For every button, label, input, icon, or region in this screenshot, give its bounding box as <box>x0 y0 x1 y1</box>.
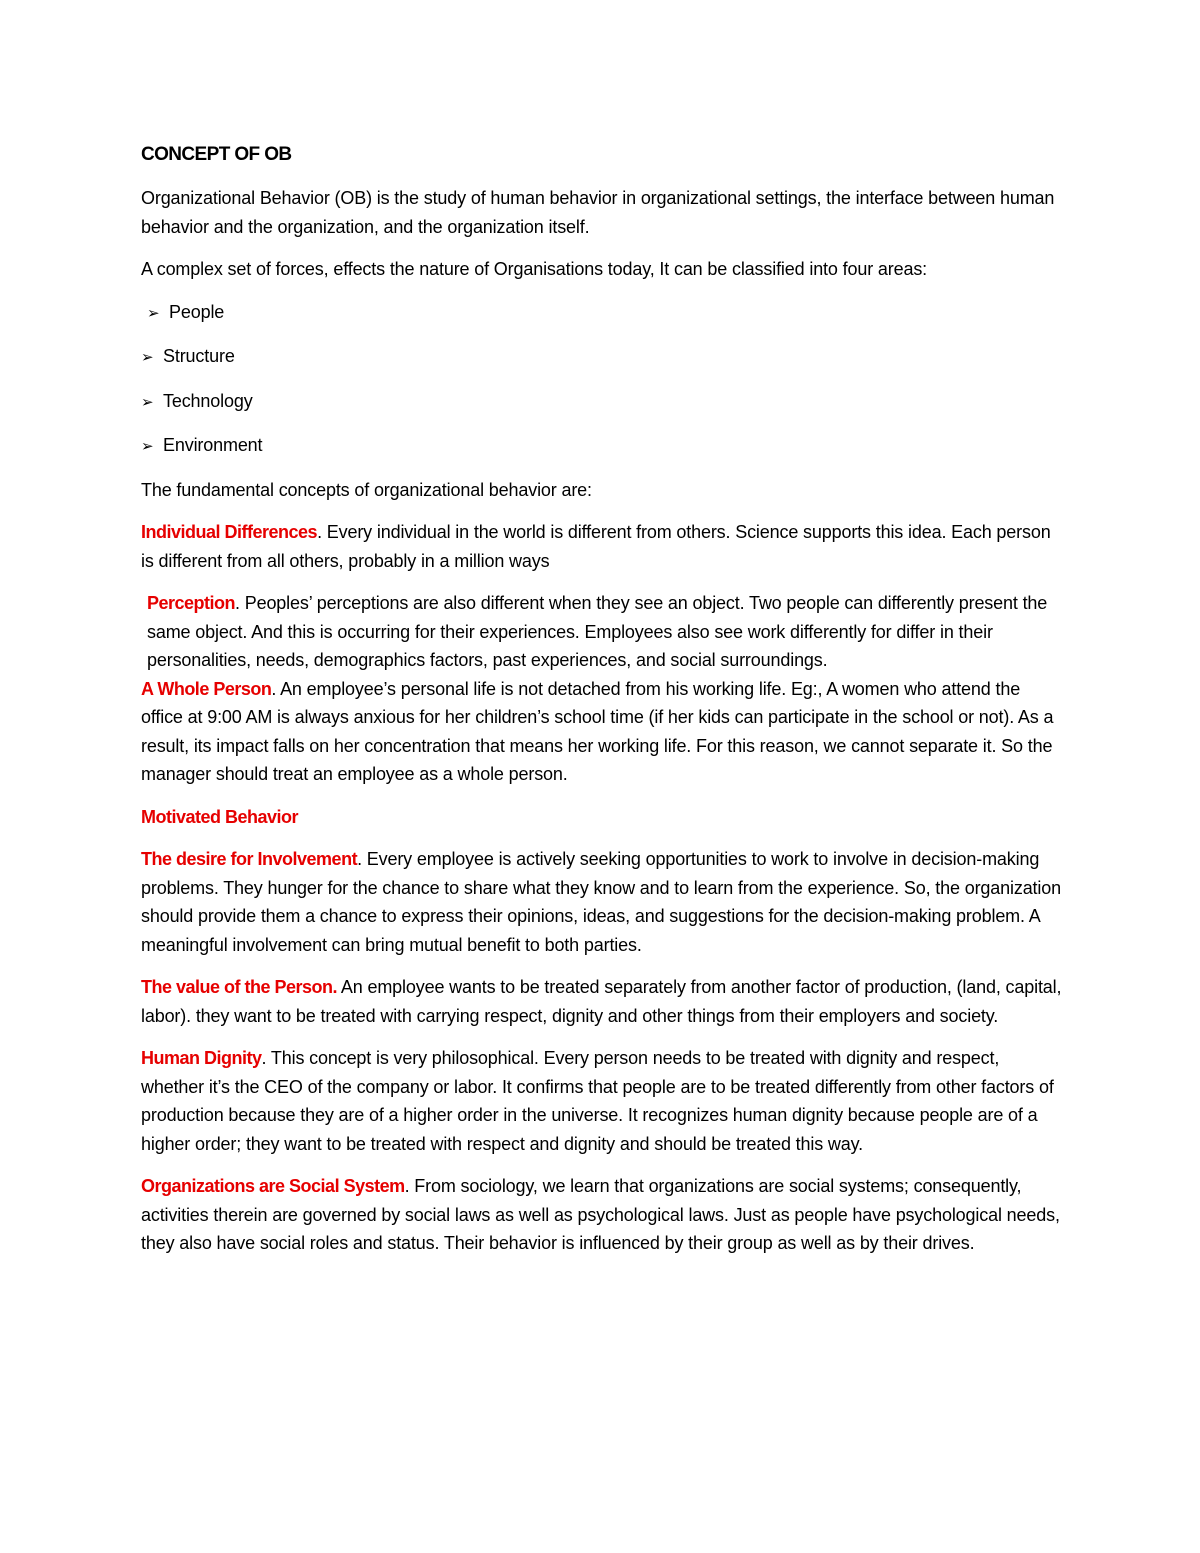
section-desire-for-involvement <box>141 845 1066 959</box>
list-item-label: Structure <box>163 346 235 366</box>
section-whole-person <box>141 675 1066 789</box>
section-body: . From sociology, we learn that organizations are social systems; consequently, activities therein are governed by social laws as well as psychological laws. Just as people have psychological needs, they also have social roles and status. Their behavior is influenced by their group as well as by their drives. <box>141 1176 1060 1253</box>
arrow-bullet-icon: ➢ <box>147 303 160 322</box>
section-heading: Organizations are Social System <box>141 1176 405 1196</box>
section-heading: Individual Differences <box>141 522 318 542</box>
concepts-intro-paragraph: The fundamental concepts of organizational behavior are: <box>141 479 592 500</box>
section-body: . This concept is very philosophical. Every person needs to be treated with dignity and respect, whether it’s the CEO of the company or labor. It confirms that people are to be treated differently from other factors of production because they are of a higher order in the universe. It recognizes human dignity because people are of a higher order; they want to be treated with respect and dignity and should be treated this way. <box>141 1048 1054 1154</box>
document-page <box>141 140 1066 1272</box>
section-perception <box>141 589 1066 675</box>
list-item-label: Technology <box>163 390 253 411</box>
section-motivated-behavior <box>141 803 1066 832</box>
section-body: . Every employee is actively seeking opportunities to work to involve in decision-making problems. They hunger for the chance to share what they know and to learn from the experience. So, the organization should provide them a chance to express their opinions, ideas, and suggestions for the decision-making problem. A meaningful involvement can bring mutual benefit to both parties. <box>141 849 1061 955</box>
section-heading: Perception <box>147 593 236 613</box>
section-value-of-person <box>141 973 1066 1030</box>
section-human-dignity <box>141 1044 1066 1158</box>
forces-list <box>141 298 1066 461</box>
forces-intro-paragraph: A complex set of forces, effects the nature of Organisations today, It can be classified into four areas: <box>141 259 928 279</box>
arrow-bullet-icon: ➢ <box>141 348 154 366</box>
list-item <box>141 387 1066 416</box>
list-item-label: Environment <box>163 435 263 455</box>
list-item <box>141 342 1066 371</box>
section-heading: Motivated Behavior <box>141 806 299 827</box>
list-item <box>141 431 1066 460</box>
section-body: . An employee’s personal life is not detached from his working life. Eg:, A women who attend the office at 9:00 AM is always anxious for her children’s school time (if her kids can participate in the school or not). As a result, its impact falls on her concentration that means her working life. For this reason, we cannot separate it. So the manager should treat an employee as a whole person. <box>141 678 1054 784</box>
section-heading: A Whole Person <box>141 678 272 699</box>
list-item-label: People <box>169 301 225 322</box>
section-body: An employee wants to be treated separately from another factor of production, (land, capital, labor). they want to be treated with carrying respect, dignity and other things from their employers and society. <box>141 977 1062 1026</box>
document-title: CONCEPT OF OB <box>141 144 292 165</box>
section-heading: Human Dignity <box>141 1048 262 1068</box>
arrow-bullet-icon: ➢ <box>141 392 154 411</box>
section-heading: The desire for Involvement <box>141 849 358 869</box>
section-social-system <box>141 1172 1066 1258</box>
section-heading: The value of the Person. <box>141 977 338 997</box>
list-item <box>141 298 1066 327</box>
section-body: . Peoples’ perceptions are also different when they see an object. Two people can differently present the same object. And this is occurring for their experiences. Employees also see work differently for differ in their personalities, needs, demographics factors, past experiences, and social surroundings. <box>147 593 1048 670</box>
arrow-bullet-icon: ➢ <box>141 437 154 455</box>
section-individual-differences <box>141 518 1066 575</box>
intro-paragraph: Organizational Behavior (OB) is the study of human behavior in organizational settings, the interface between human behavior and the organization, and the organization itself. <box>141 188 1055 237</box>
section-body: . Every individual in the world is different from others. Science supports this idea. Each person is different from all others, probably in a million ways <box>141 522 1051 571</box>
